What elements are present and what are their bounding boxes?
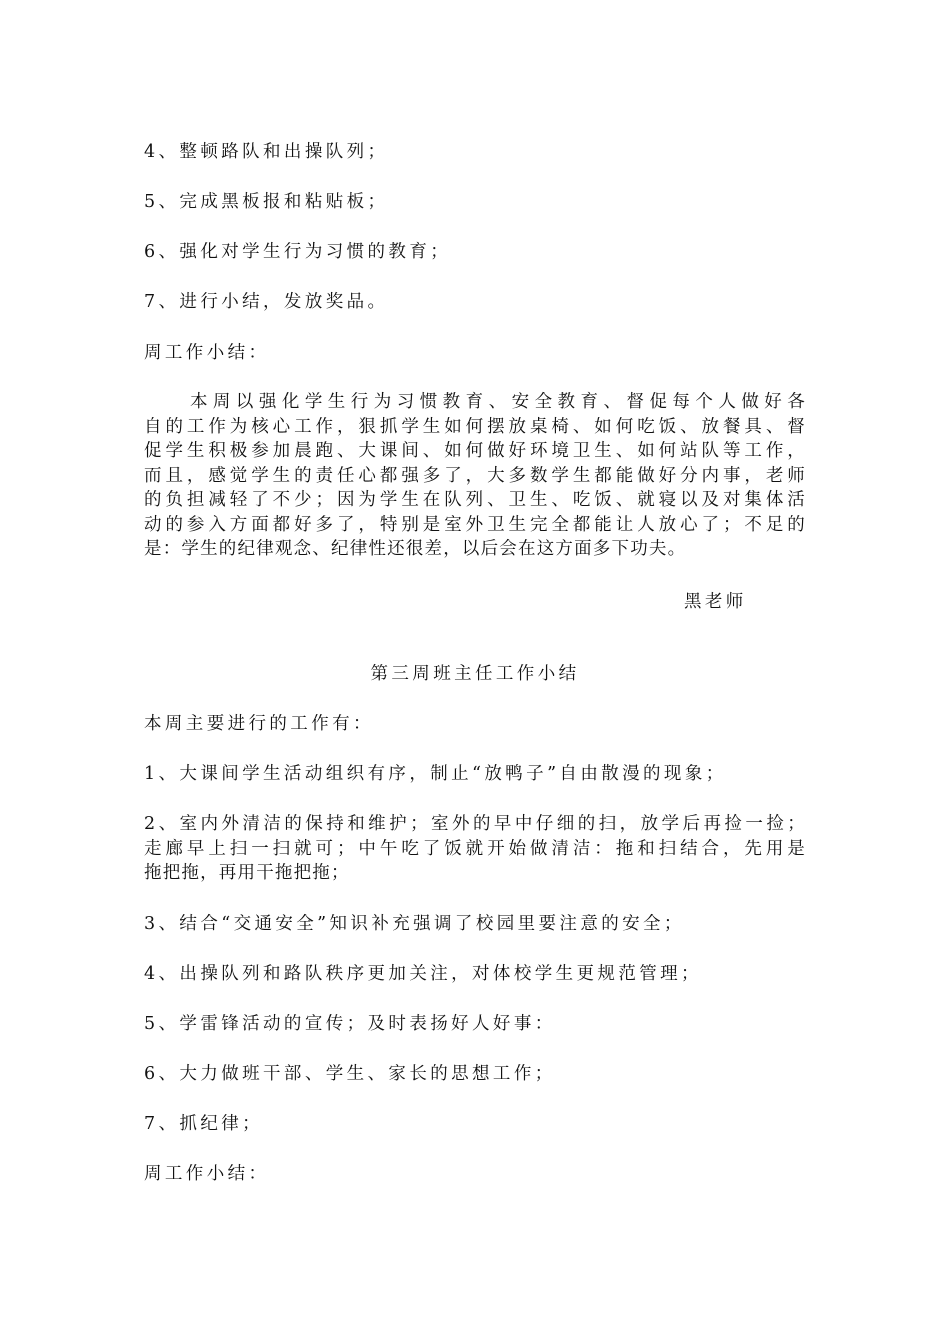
paragraph-line: 的负担减轻了不少；因为学生在队列、卫生、吃饭、就寝以及对集体活	[144, 490, 806, 510]
list-item: 3、结合“交通安全”知识补充强调了校园里要注意的安全；	[144, 914, 685, 934]
list-item: 6、强化对学生行为习惯的教育；	[144, 242, 452, 262]
paragraph-line: 2、室内外清洁的保持和维护；室外的早中仔细的扫，放学后再捡一捡；	[144, 814, 806, 834]
paragraph-line: 走廊早上扫一扫就可；中午吃了饭就开始做清洁：拖和扫结合，先用是	[144, 838, 806, 859]
list-item: 5、学雷锋活动的宣传；及时表扬好人好事：	[144, 1014, 556, 1034]
signature: 黑老师	[684, 592, 747, 612]
list-item: 5、完成黑板报和粘贴板；	[144, 192, 389, 212]
list-item: 6、大力做班干部、学生、家长的思想工作；	[144, 1064, 556, 1084]
list-item-multiline	[144, 812, 806, 886]
list-item: 1、大课间学生活动组织有序，制止“放鸭子”自由散漫的现象；	[144, 764, 727, 784]
list-item: 4、出操队列和路队秩序更加关注，对体校学生更规范管理；	[144, 964, 702, 984]
paragraph-line: 动的参入方面都好多了，特别是室外卫生完全都能让人放心了；不足的	[144, 514, 806, 535]
paragraph-line: 本周以强化学生行为习惯教育、安全教育、督促每个人做好各	[144, 392, 806, 412]
list-item: 7、抓纪律；	[144, 1114, 264, 1134]
intro-text: 本周主要进行的工作有：	[144, 714, 374, 734]
summary-heading: 周工作小结：	[144, 343, 270, 363]
paragraph-line: 是：学生的纪律观念、纪律性还很差，以后会在这方面多下功夫。	[144, 539, 687, 559]
paragraph-line: 自的工作为核心工作，狠抓学生如何摆放桌椅、如何吃饭、放餐具、督	[144, 416, 806, 437]
paragraph-line: 拖把拖，再用干拖把拖；	[144, 863, 350, 883]
section-title: 第三周班主任工作小结	[370, 664, 580, 684]
summary-heading: 周工作小结：	[144, 1164, 270, 1184]
list-item: 7、进行小结，发放奖品。	[144, 292, 389, 312]
paragraph-line: 促学生积极参加晨跑、大课间、如何做好环境卫生、如何站队等工作，	[144, 441, 806, 461]
summary-paragraph	[144, 390, 806, 562]
list-item: 4、整顿路队和出操队列；	[144, 142, 389, 162]
paragraph-line: 而且，感觉学生的责任心都强多了，大多数学生都能做好分内事，老师	[144, 465, 806, 486]
